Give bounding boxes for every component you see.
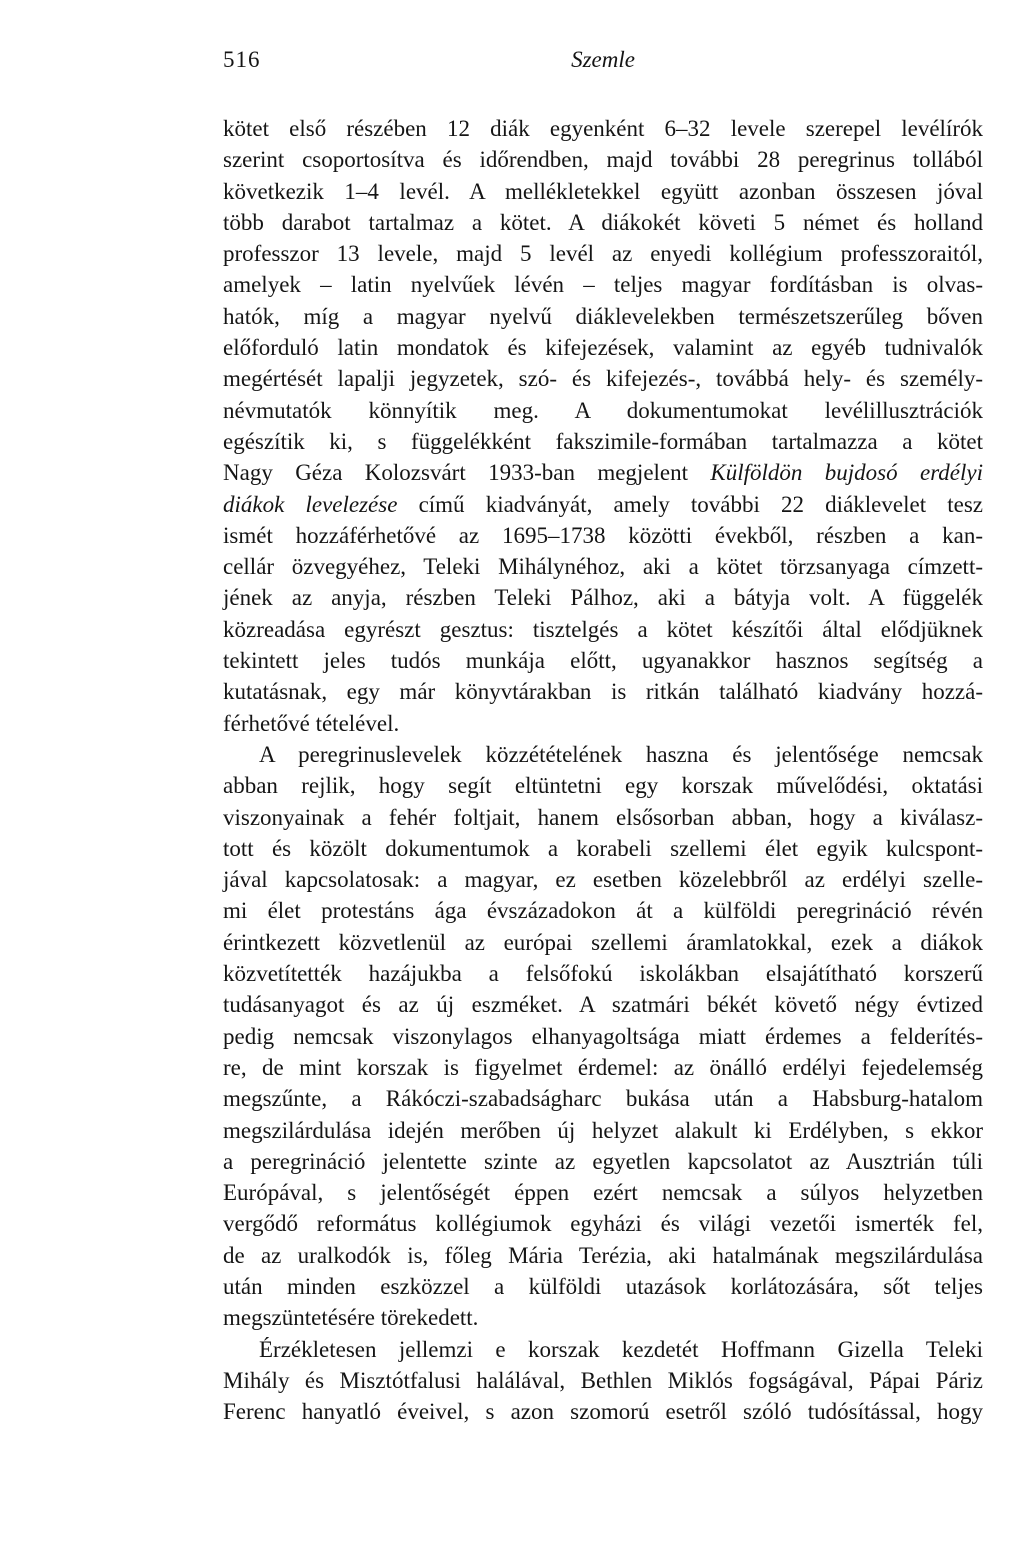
text-line: közvetítették hazájukba a felsőfokú iskolákban elsajátítható korszerű: [223, 961, 983, 987]
text-line: vergődő református kollégiumok egyházi és világi vezetői ismerték fel,: [223, 1211, 983, 1237]
text-line: mi élet protestáns ága évszázadokon át a külföldi peregrináció révén: [223, 898, 983, 924]
paragraph-2: [223, 739, 983, 1334]
book-title-italic: Külföldön bujdosó erdélyi: [710, 460, 983, 486]
text-line: Európával, s jelentőségét éppen ezért nemcsak a súlyos helyzetben: [223, 1180, 983, 1206]
book-title-italic: diákok levelezése: [223, 491, 398, 517]
text-line: Nagy Géza Kolozsvárt 1933-ban megjelent Külföldön bujdosó erdélyi: [223, 460, 983, 486]
text-line: megszüntetésére törekedett.: [223, 1305, 479, 1331]
text-line: névmutatók könnyítik meg. A dokumentumokat levélillusztrációk: [223, 397, 983, 423]
text-line: több darabot tartalmaz a kötet. A diákokét követi 5 német és holland: [223, 209, 983, 235]
text-line: ismét hozzáférhetővé az 1695–1738 közötti évekből, részben a kan-: [223, 522, 983, 548]
text-line: professzor 13 levele, majd 5 levél az enyedi kollégium professzoraitól,: [223, 241, 983, 267]
text-line: megszilárdulása idején merőben új helyzet alakult ki Erdélyben, s ekkor: [223, 1117, 983, 1143]
text-line: jával kapcsolatosak: a magyar, ez esetben közelebbről az erdélyi szelle-: [223, 867, 983, 893]
text-line: amelyek – latin nyelvűek lévén – teljes magyar fordításban is olvas-: [223, 272, 983, 298]
text-line: tudásanyagot és az új eszméket. A szatmári békét követő négy évtized: [223, 992, 983, 1018]
text-line: diákok levelezése című kiadványát, amely további 22 diáklevelet tesz: [223, 491, 983, 517]
text-line: kötet első részében 12 diák egyenként 6–32 levele szerepel levélírók: [223, 116, 983, 141]
text-line: Érzékletesen jellemzi e korszak kezdetét Hoffmann Gizella Teleki: [259, 1336, 983, 1362]
paragraph-1: [223, 113, 983, 739]
text-line: megszűnte, a Rákóczi-szabadságharc bukása után a Habsburg-hatalom: [223, 1086, 983, 1112]
text-line: a peregrináció jelentette szinte az egyetlen kapcsolatot az Ausztrián túli: [223, 1148, 983, 1174]
running-head: [223, 44, 983, 76]
text-line: közreadása egyrészt gesztus: tisztelgés a kötet készítői által elődjüknek: [223, 616, 983, 642]
text-line: de az uralkodók is, főleg Mária Terézia, aki hatalmának megszilárdulása: [223, 1242, 983, 1268]
text-line: következik 1–4 levél. A mellékletekkel együtt azonban összesen jóval: [223, 178, 983, 204]
text-line: Mihály és Misztótfalusi halálával, Bethlen Miklós fogságával, Pápai Páriz: [223, 1367, 983, 1393]
running-title: Szemle: [571, 47, 635, 72]
text-line: után minden eszközzel a külföldi utazások korlátozására, sőt teljes: [223, 1273, 983, 1299]
text-line: tekintett jeles tudós munkája előtt, ugyanakkor hasznos segítség a: [223, 648, 983, 674]
text-line: viszonyainak a fehér foltjait, hanem elsősorban abban, hogy a kiválasz-: [223, 804, 983, 830]
text-line: pedig nemcsak viszonylagos elhanyagoltsága miatt érdemes a felderítés-: [223, 1023, 983, 1049]
text-line: szerint csoportosítva és időrendben, majd további 28 peregrinus tollából: [223, 147, 983, 173]
text-line: A peregrinuslevelek közzétételének haszna és jelentősége nemcsak: [259, 741, 983, 767]
text-line: abban rejlik, hogy segít eltüntetni egy korszak művelődési, oktatási: [223, 773, 983, 799]
text-line: tott és közölt dokumentumok a korabeli szellemi élet egyik kulcspont-: [223, 835, 983, 861]
text-line: férhetővé tételével.: [223, 710, 400, 736]
text-line: cellár özvegyéhez, Teleki Mihálynéhoz, aki a kötet törzsanyaga címzett-: [223, 554, 983, 580]
text-line: megértését lapalji jegyzetek, szó- és kifejezés-, továbbá hely- és személy-: [223, 366, 983, 392]
text-line: hatók, míg a magyar nyelvű diáklevelekben természetszerűleg bőven: [223, 303, 983, 329]
text-line: kutatásnak, egy már könyvtárakban is ritkán található kiadvány hozzá-: [223, 679, 983, 705]
text-line: érintkezett közvetlenül az európai szellemi áramlatokkal, ezek a diákok: [223, 929, 983, 955]
page-number: 516: [223, 47, 261, 72]
text-line: előforduló latin mondatok és kifejezések, valamint az egyéb tudnivalók: [223, 335, 983, 361]
body-text: [223, 113, 983, 1427]
text-line: jének az anyja, részben Teleki Pálhoz, aki a bátyja volt. A függelék: [223, 585, 983, 611]
text-line: Ferenc hanyatló éveivel, s azon szomorú esetről szóló tudósítással, hogy: [223, 1399, 983, 1425]
paragraph-3: [223, 1334, 983, 1428]
text-line: egészítik ki, s függelékként fakszimile-formában tartalmazza a kötet: [223, 428, 983, 454]
text-line: re, de mint korszak is figyelmet érdemel: az önálló erdélyi fejedelemség: [223, 1054, 983, 1080]
